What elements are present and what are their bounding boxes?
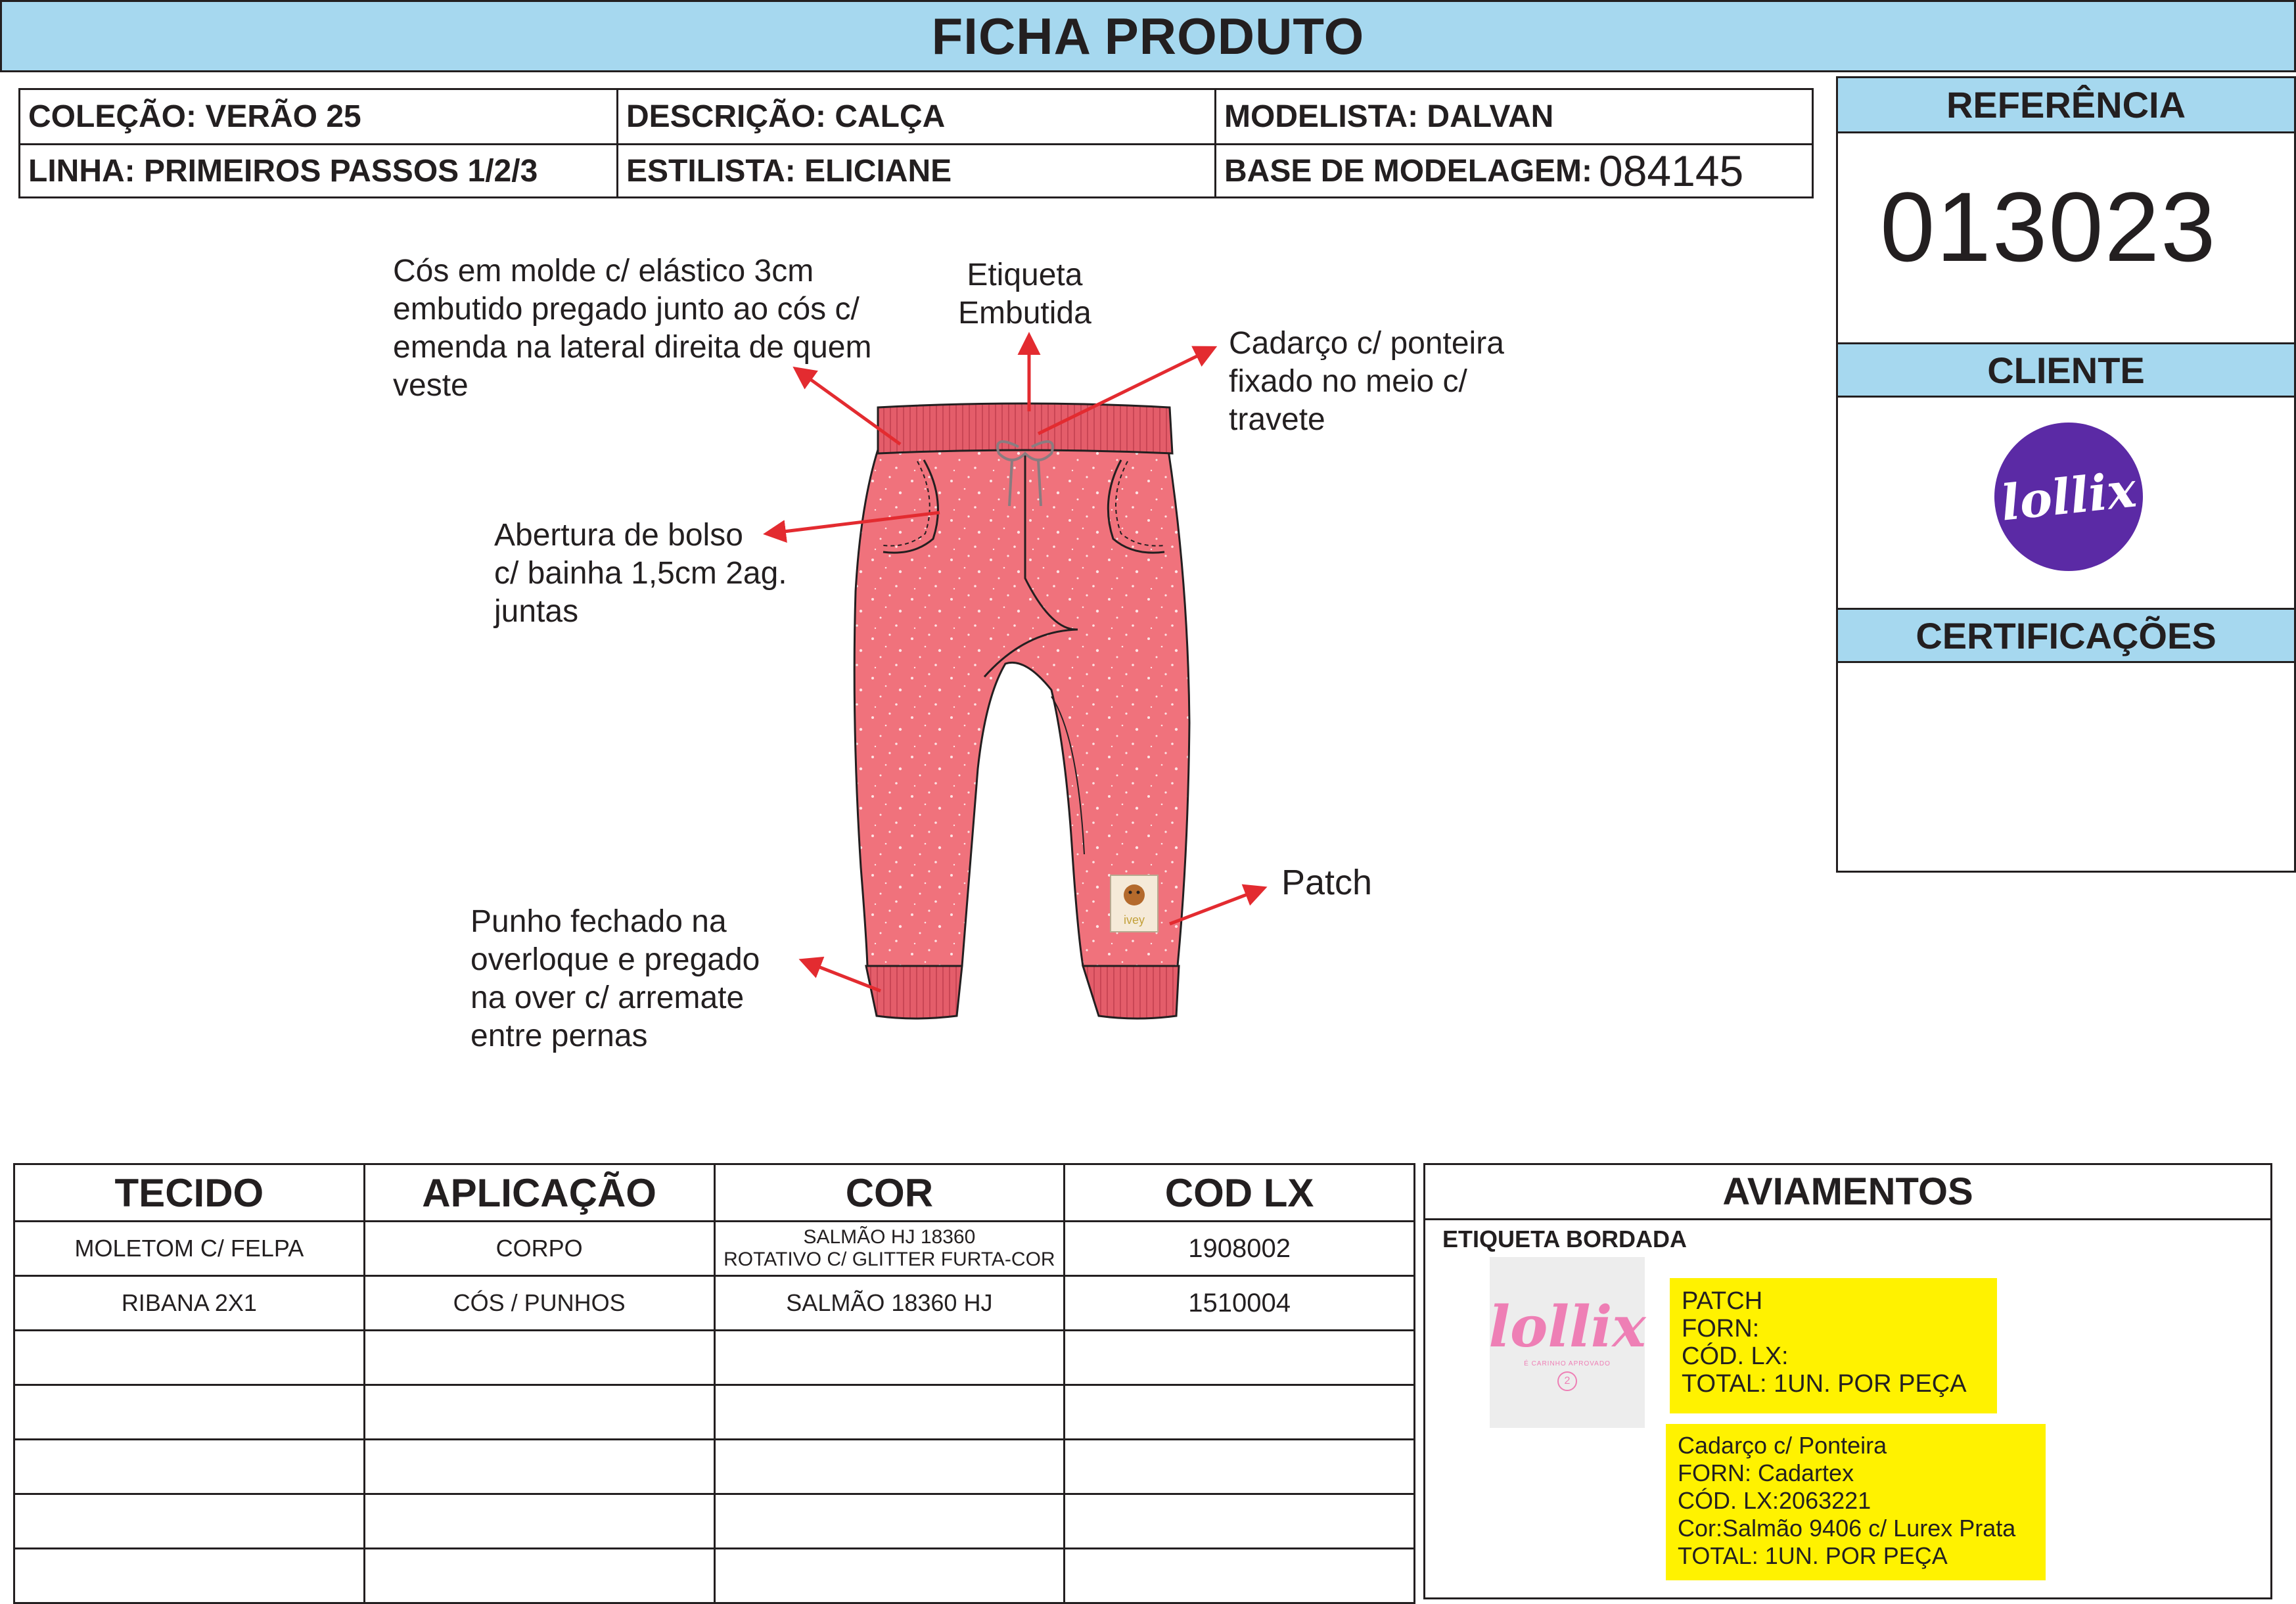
client-logo-text: lollix (1998, 461, 2139, 532)
cell-cod: 1510004 (1065, 1276, 1415, 1331)
colecao-field: COLEÇÃO: VERÃO 25 (28, 99, 361, 134)
table-row (14, 1276, 1415, 1331)
patch-text: ivey (1123, 913, 1145, 927)
callout-etiqueta: Etiqueta Embutida (958, 258, 1091, 331)
page-title: FICHA PRODUTO (931, 7, 1365, 65)
cell-tecido: RIBANA 2X1 (14, 1276, 365, 1331)
certificacoes-header: CERTIFICAÇÕES (1838, 608, 2294, 663)
aviamentos-panel (1423, 1163, 2272, 1599)
aviamentos-title: AVIAMENTOS (1425, 1165, 2270, 1220)
table-row (14, 1440, 1415, 1494)
label-tagline: É CARINHO APROVADO (1524, 1360, 1611, 1367)
col-cod-lx: COD LX (1065, 1164, 1415, 1222)
col-cor: COR (714, 1164, 1065, 1222)
table-row (14, 1222, 1415, 1276)
base-modelagem-label: BASE DE MODELAGEM: (1224, 153, 1593, 189)
pants-illustration (854, 403, 1189, 1019)
base-modelagem-value: 084145 (1599, 147, 1744, 195)
waistband (878, 403, 1172, 453)
cliente-header: CLIENTE (1838, 342, 2294, 398)
table-row (14, 1494, 1415, 1549)
cell-aplicacao: CÓS / PUNHOS (364, 1276, 714, 1331)
callout-patch: Patch (1281, 863, 1373, 902)
fabric-table (13, 1163, 1415, 1599)
right-cuff (1083, 966, 1179, 1019)
cell-cor: SALMÃO 18360 HJ (714, 1276, 1065, 1331)
table-header-row (14, 1164, 1415, 1222)
cell-cor: SALMÃO HJ 18360 ROTATIVO C/ GLITTER FURTA-COR (714, 1222, 1065, 1276)
cell-tecido: MOLETOM C/ FELPA (14, 1222, 365, 1276)
etiqueta-bordada-label: ETIQUETA BORDADA (1442, 1226, 1687, 1252)
referencia-header: REFERÊNCIA (1838, 78, 2294, 133)
left-cuff (866, 966, 962, 1019)
cell-cod: 1908002 (1065, 1222, 1415, 1276)
callout-cadarco: Cadarço c/ ponteira fixado no meio c/ travete (1229, 326, 1504, 437)
table-row (14, 1549, 1415, 1603)
col-aplicacao: APLICAÇÃO (364, 1164, 714, 1222)
referencia-value: 013023 (1880, 172, 2217, 282)
embroidered-label-image (1490, 1257, 1645, 1428)
callout-cos: Cós em molde c/ elástico 3cm embutido pregado junto ao cós c/ emenda na lateral direita de quem veste (393, 254, 872, 403)
cell-aplicacao: CORPO (364, 1222, 714, 1276)
cadarco-info-box: Cadarço c/ Ponteira FORN: Cadartex CÓD. LX:2063221 Cor:Salmão 9406 c/ Lurex Prata TOTAL: 1UN. POR PEÇA (1666, 1424, 2046, 1580)
label-logo: lollix (1488, 1294, 1646, 1360)
table-row (14, 1331, 1415, 1385)
col-tecido: TECIDO (14, 1164, 365, 1222)
table-row (14, 1385, 1415, 1440)
patch-info-box: PATCH FORN: CÓD. LX: TOTAL: 1UN. POR PEÇA (1670, 1278, 1997, 1413)
label-size: 2 (1557, 1371, 1577, 1391)
descricao-field: DESCRIÇÃO: CALÇA (626, 99, 946, 134)
linha-field: LINHA: PRIMEIROS PASSOS 1/2/3 (28, 153, 538, 189)
modelista-field: MODELISTA: DALVAN (1224, 99, 1554, 134)
callout-punho: Punho fechado na overloque e pregado na over c/ arremate entre pernas (471, 904, 760, 1053)
callout-bolso: Abertura de bolso c/ bainha 1,5cm 2ag. juntas (494, 518, 787, 629)
estilista-field: ESTILISTA: ELICIANE (626, 153, 952, 189)
